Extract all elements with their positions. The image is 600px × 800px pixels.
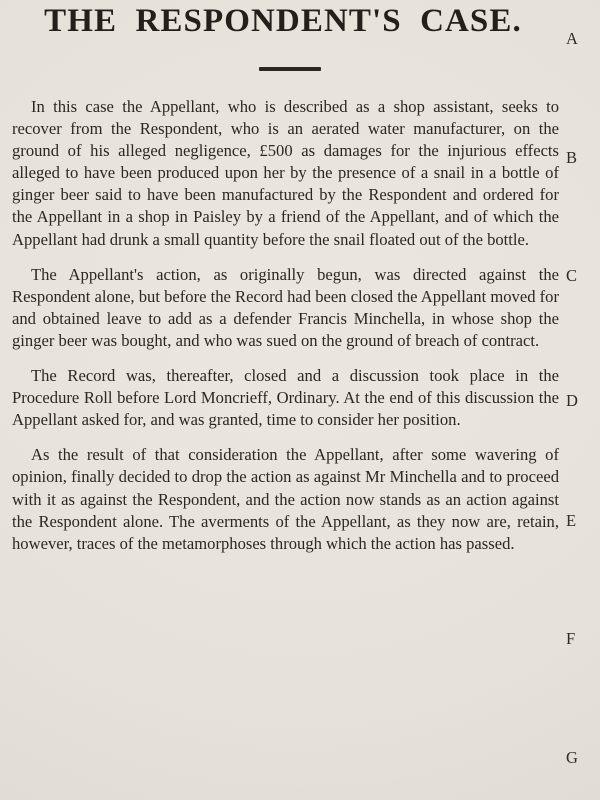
- margin-letter: A: [566, 29, 578, 48]
- margin-letter: B: [566, 148, 578, 167]
- margin-letter: C: [566, 266, 578, 285]
- title-block: [0, 2, 566, 40]
- page-title: THE RESPONDENT'S CASE.: [44, 3, 522, 39]
- body-text-column: [12, 96, 559, 555]
- margin-reference-letters: [566, 0, 600, 800]
- margin-letter: F: [566, 629, 576, 648]
- margin-letter: D: [566, 391, 578, 410]
- paragraph: In this case the Appellant, who is described as a shop assistant, seeks to recover from the Respondent, who is an aerated water manufacturer, on the ground of his alleged negligence, £500 as damages for the injurious effects alleged to have been produced upon her by the presence of a snail in a bottle of ginger beer said to have been manufactured by the Respondent and ordered for the Appellant in a shop in Paisley by a friend of the Appellant, and of which the Appellant had drunk a small quantity before the snail floated out of the bottle.: [12, 97, 559, 249]
- margin-letter: G: [566, 748, 578, 767]
- paragraph: The Appellant's action, as originally begun, was directed against the Respondent alone, but before the Record had been closed the Appellant moved for and obtained leave to add as a defender Francis Minchella, in whose shop the ginger beer was bought, and who was sued on the ground of breach of contract.: [12, 264, 559, 350]
- title-divider-rule: [259, 67, 321, 71]
- paragraph: As the result of that consideration the Appellant, after some wavering of opinion, finally decided to drop the action as against Mr Minchella and to proceed with it as against the Respondent, and the action now stands as an action against the Respondent alone. The averments of the Appellant, as they now are, retain, however, traces of the metamorphoses through which the action has passed.: [12, 445, 559, 553]
- paragraph: The Record was, thereafter, closed and a discussion took place in the Procedure Roll before Lord Moncrieff, Ordinary. At the end of this discussion the Appellant asked for, and was granted, time to consider her position.: [12, 366, 559, 430]
- margin-letter: E: [566, 511, 577, 530]
